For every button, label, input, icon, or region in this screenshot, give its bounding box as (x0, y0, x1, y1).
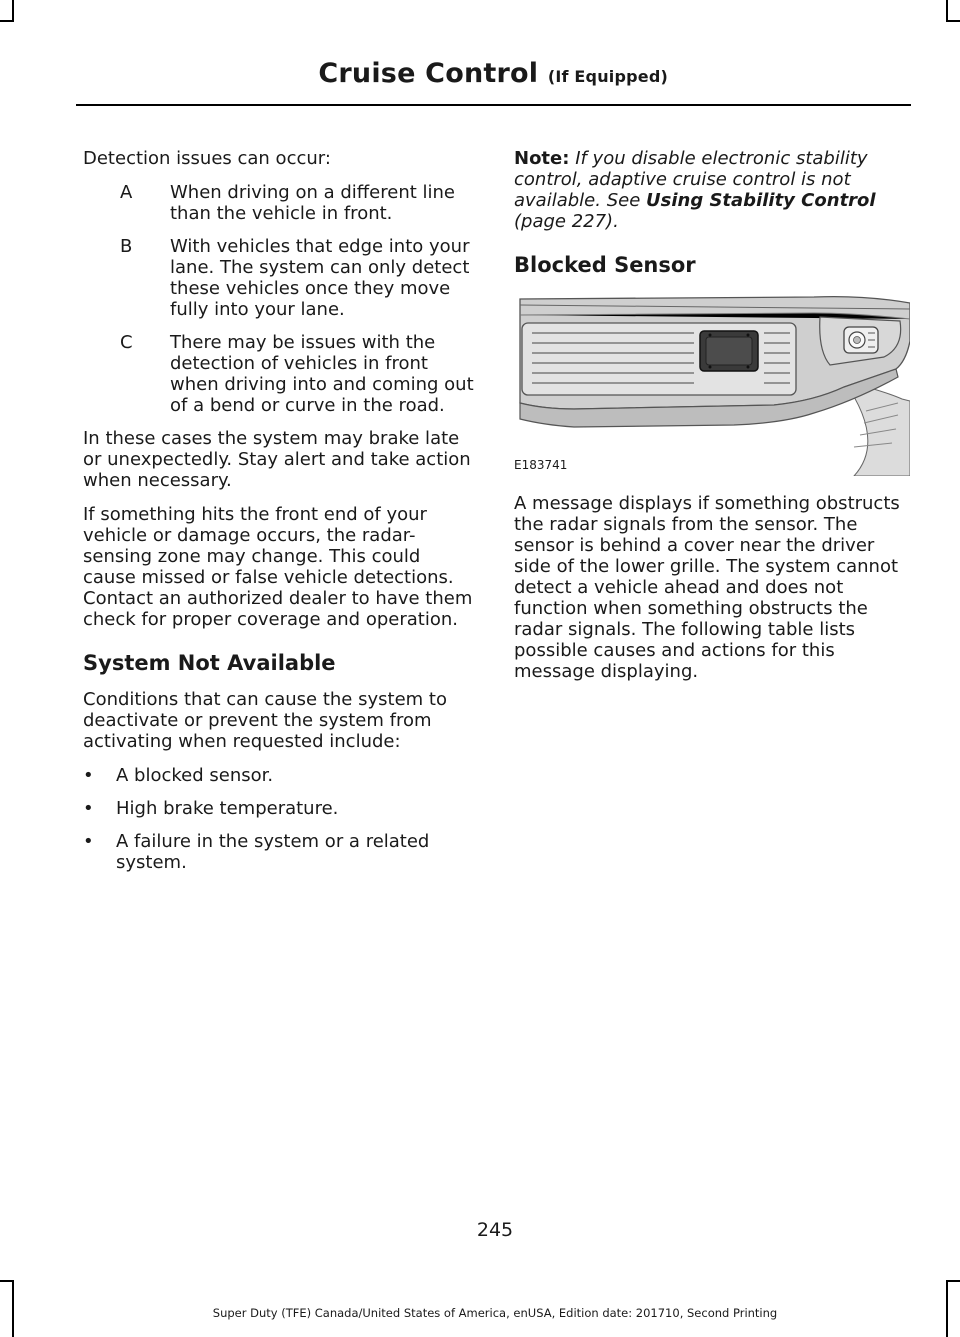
detection-issues-list (83, 182, 478, 416)
front-bumper-illustration (514, 291, 910, 476)
item-key: B (120, 236, 133, 257)
bullet-item (83, 765, 478, 786)
crop-mark (946, 20, 960, 22)
item-text: When driving on a different line than the vehicle in front. (170, 182, 455, 224)
paragraph: In these cases the system may brake late or unexpectedly. Stay alert and take action when necessary. (83, 428, 471, 491)
paragraph: Conditions that can cause the system to deactivate or prevent the system from activating when requested include: (83, 689, 447, 752)
intro-text: Detection issues can occur: (83, 148, 331, 169)
item-text: There may be issues with the detection of vehicles in front when driving into and coming out of a bend or curve in the road. (170, 332, 474, 416)
chapter-subtitle: (If Equipped) (547, 67, 668, 86)
note (514, 148, 910, 232)
page-number: 245 (476, 1219, 514, 1241)
note-label: Note: (514, 148, 570, 169)
page-footer: Super Duty (TFE) Canada/United States of America, enUSA, Edition date: 201710, Second Printing (212, 1306, 778, 1320)
note-page-ref: (page 227). (514, 211, 619, 232)
paragraph: If something hits the front end of your vehicle or damage occurs, the radar-sensing zone may change. This could cause missed or false vehicle detections. Contact an authorized dealer to have them check for proper coverage and operation. (83, 504, 473, 630)
chapter-title: Cruise Control (318, 58, 539, 89)
section-heading: System Not Available (83, 651, 336, 675)
item-key: C (120, 332, 133, 353)
note-link[interactable]: Using Stability Control (646, 190, 876, 211)
list-item (83, 332, 478, 416)
figure-code: E183741 (514, 458, 568, 472)
bullet-text: A blocked sensor. (116, 765, 274, 786)
conditions-list (83, 765, 478, 873)
page-title (318, 58, 668, 89)
item-key: A (120, 182, 133, 203)
bullet-text: High brake temperature. (116, 798, 339, 819)
crop-mark (0, 1280, 14, 1282)
paragraph: A message displays if something obstructs the radar signals from the sensor. The sensor is behind a cover near the driver side of the lower grille. The system cannot detect a vehicle ahead and does not function when something obstructs the radar signals. The following table lists possible causes and actions for this message displaying. (514, 493, 900, 682)
bumper-sensor-drawing (514, 291, 910, 476)
bullet-icon: • (83, 798, 94, 819)
header-divider (76, 104, 911, 106)
section-heading: Blocked Sensor (514, 253, 696, 277)
bullet-icon: • (83, 765, 94, 786)
crop-mark (12, 0, 14, 22)
list-item (83, 236, 478, 320)
bullet-text: A failure in the system or a related system. (116, 831, 430, 873)
item-text: With vehicles that edge into your lane. The system can only detect these vehicles once they move fully into your lane. (170, 236, 470, 320)
note-text: If you disable electronic stability control, adaptive cruise control is not available. See (514, 148, 868, 211)
right-column (514, 148, 910, 695)
list-item (83, 182, 478, 224)
crop-mark (0, 20, 14, 22)
left-column (83, 148, 478, 885)
bullet-item (83, 831, 478, 873)
crop-mark (946, 0, 948, 22)
crop-mark (946, 1280, 960, 1282)
bullet-item (83, 798, 478, 819)
bullet-icon: • (83, 831, 94, 852)
